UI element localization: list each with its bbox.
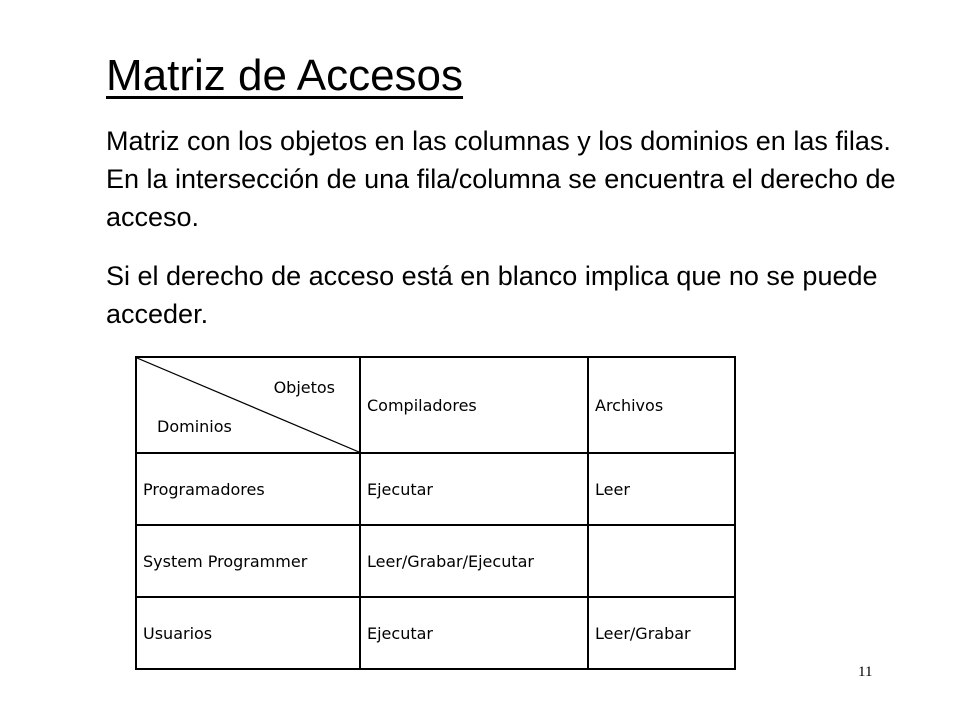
cell-usuarios-compiladores: Ejecutar [360, 597, 588, 669]
table-row-programadores [136, 453, 735, 525]
domains-axis-label: Dominios [157, 417, 232, 436]
access-matrix-table [135, 356, 736, 670]
column-header-archivos: Archivos [588, 357, 735, 453]
objects-axis-label: Objetos [273, 378, 335, 397]
slide-title: Matriz de Accesos [106, 51, 464, 100]
row-header-system-programmer: System Programmer [136, 525, 360, 597]
cell-usuarios-archivos: Leer/Grabar [588, 597, 735, 669]
column-header-compiladores: Compiladores [360, 357, 588, 453]
row-header-usuarios: Usuarios [136, 597, 360, 669]
table-row-system-programmer [136, 525, 735, 597]
corner-cell [136, 357, 360, 453]
cell-system-programmer-archivos [588, 525, 735, 597]
description-paragraph: Matriz con los objetos en las columnas y los dominios en las filas. En la intersección de una fila/columna se encuentra el derecho de acceso. [106, 126, 896, 232]
table-row-usuarios [136, 597, 735, 669]
cell-programadores-compiladores: Ejecutar [360, 453, 588, 525]
cell-system-programmer-compiladores: Leer/Grabar/Ejecutar [360, 525, 588, 597]
diagonal-divider [137, 358, 359, 452]
table-header-row [136, 357, 735, 453]
page-number: 11 [858, 664, 873, 680]
note-paragraph: Si el derecho de acceso está en blanco implica que no se puede acceder. [106, 261, 878, 329]
row-header-programadores: Programadores [136, 453, 360, 525]
cell-programadores-archivos: Leer [588, 453, 735, 525]
